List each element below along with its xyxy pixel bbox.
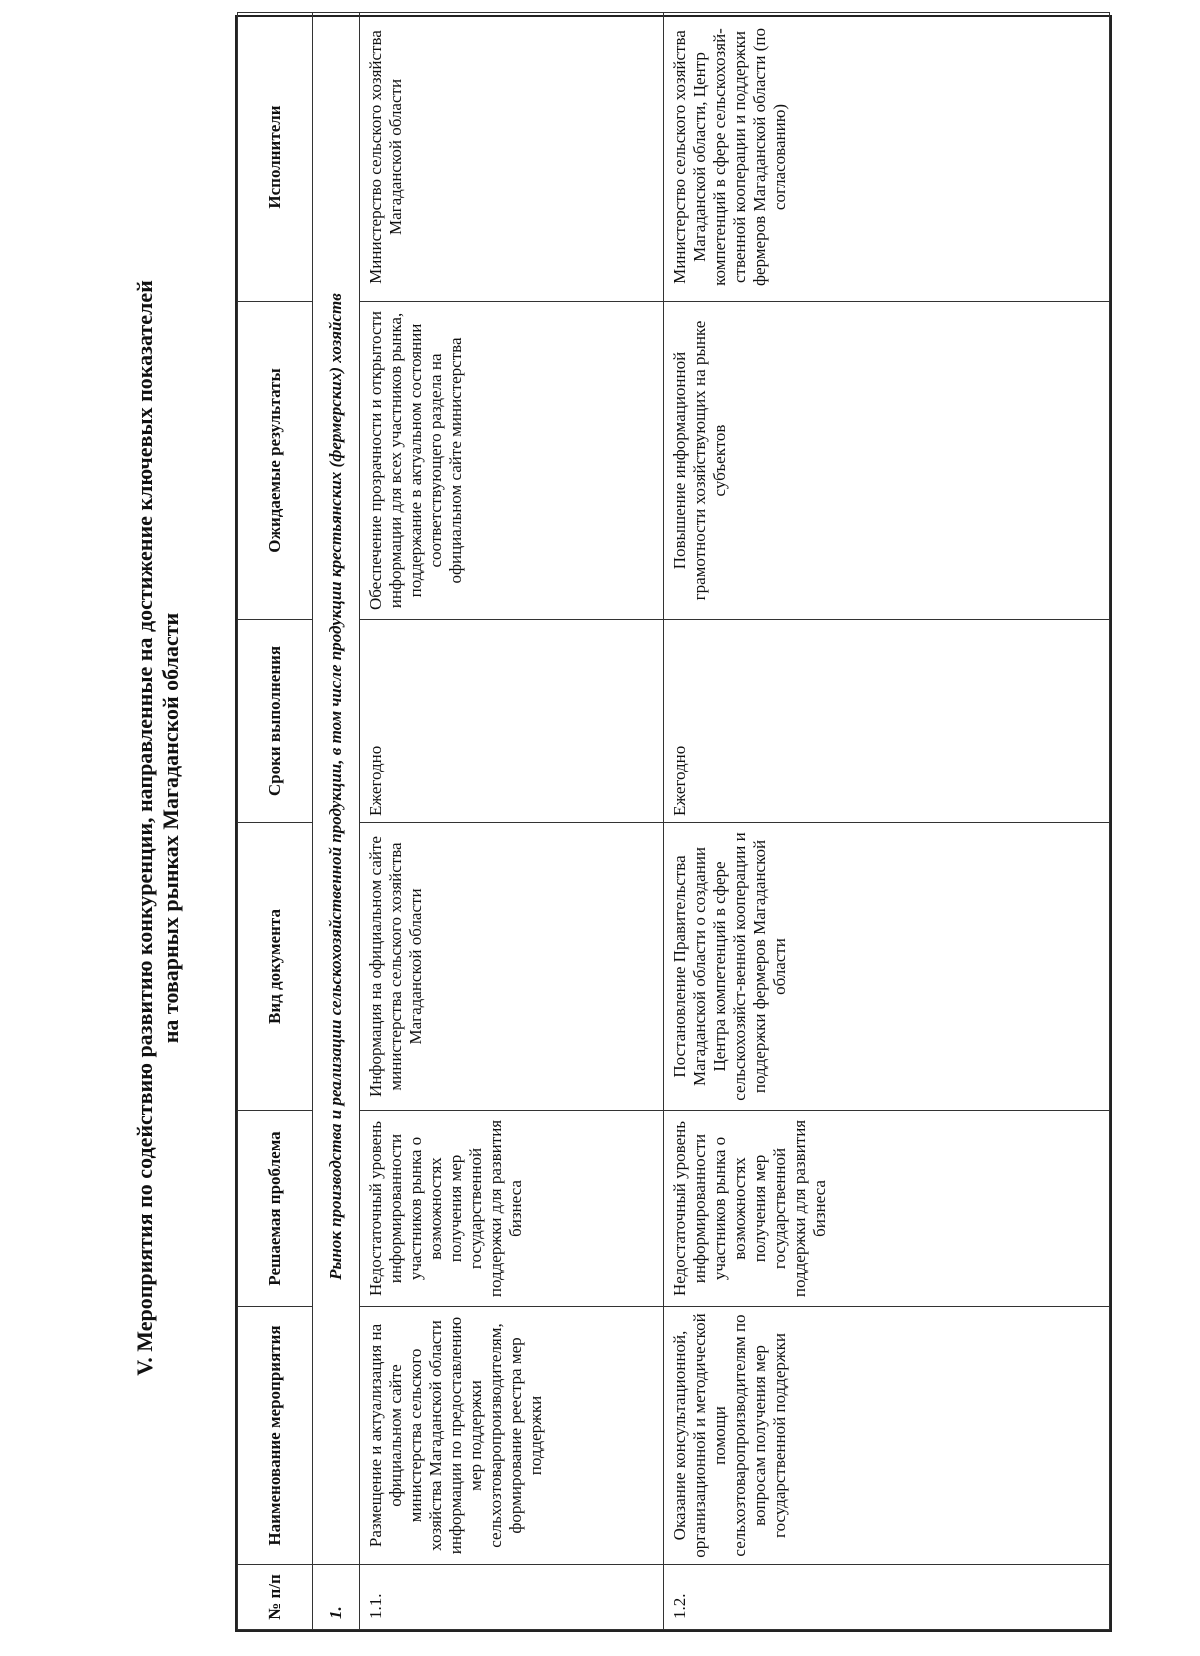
cell-doc-type: Постановление Правительства Магаданской области о создании Центра компетенций в сфере сельскохозяйст-венной кооперации и поддержки фермеров Магаданской области: [663, 823, 1109, 1111]
header-deadline: Сроки выполнения: [238, 620, 313, 823]
cell-name: Размещение и актуализация на официальном сайте министерства сельского хозяйства Магаданской области информации по предоставлению мер поддержки сельхозтоваропроизводителям, формирование реестра мер поддержки: [360, 1307, 663, 1565]
cell-problem: Недостаточный уровень информированности участников рынка о возможностях получения мер государственной поддержки для развития бизнеса: [663, 1111, 1109, 1307]
header-num: № п/п: [238, 1565, 313, 1630]
table-row: [663, 13, 1109, 1630]
header-name: Наименование мероприятия: [238, 1307, 313, 1565]
cell-name: Оказание консультационной, организационной и методической помощи сельхозтоваропроизводителям по вопросам получения мер государственной поддержки: [663, 1307, 1109, 1565]
cell-num: 1.1.: [360, 1565, 663, 1630]
cell-results: Обеспечение прозрачности и открытости информации для всех участников рынка, поддержание в актуальном состоянии соответствующего раздела на официальном сайте министерства: [360, 302, 663, 620]
title-line-2: на товарных рынках Магаданской области: [158, 612, 183, 1044]
section-title: Рынок производства и реализации сельскохозяйственной продукции, в том числе продукции крестьянских (фермерских) хозяйств: [313, 13, 360, 1565]
cell-num: 1.2.: [663, 1565, 1109, 1630]
cell-executors: Министерство сельского хозяйства Магаданской области: [360, 13, 663, 302]
title-line-1: V. Мероприятия по содействию развитию конкуренции, направленные на достижение ключевых показателей: [132, 280, 157, 1376]
cell-results: Повышение информационной грамотности хозяйствующих на рынке субъектов: [663, 302, 1109, 620]
cell-doc-type: Информация на официальном сайте министерства сельского хозяйства Магаданской области: [360, 823, 663, 1111]
header-problem: Решаемая проблема: [238, 1111, 313, 1307]
cell-problem: Недостаточный уровень информированности участников рынка о возможностях получения мер государственной поддержки для развития бизнеса: [360, 1111, 663, 1307]
measures-table-container: [235, 15, 1112, 1632]
table-row: [360, 13, 663, 1630]
cell-deadline: Ежегодно: [663, 620, 1109, 823]
measures-table: [237, 12, 1110, 1630]
document-title: [132, 0, 184, 1656]
header-executors: Исполнители: [238, 13, 313, 302]
table-header-row: [238, 13, 313, 1630]
cell-executors: Министерство сельского хозяйства Магаданской области, Центр компетенций в сфере сельскохозяй-ственной кооперации и поддержки фермеров Магаданской области (по согласованию): [663, 13, 1109, 302]
cell-deadline: Ежегодно: [360, 620, 663, 823]
section-row: [313, 13, 360, 1630]
section-num: 1.: [313, 1565, 360, 1630]
header-results: Ожидаемые результаты: [238, 302, 313, 620]
header-doc-type: Вид документа: [238, 823, 313, 1111]
